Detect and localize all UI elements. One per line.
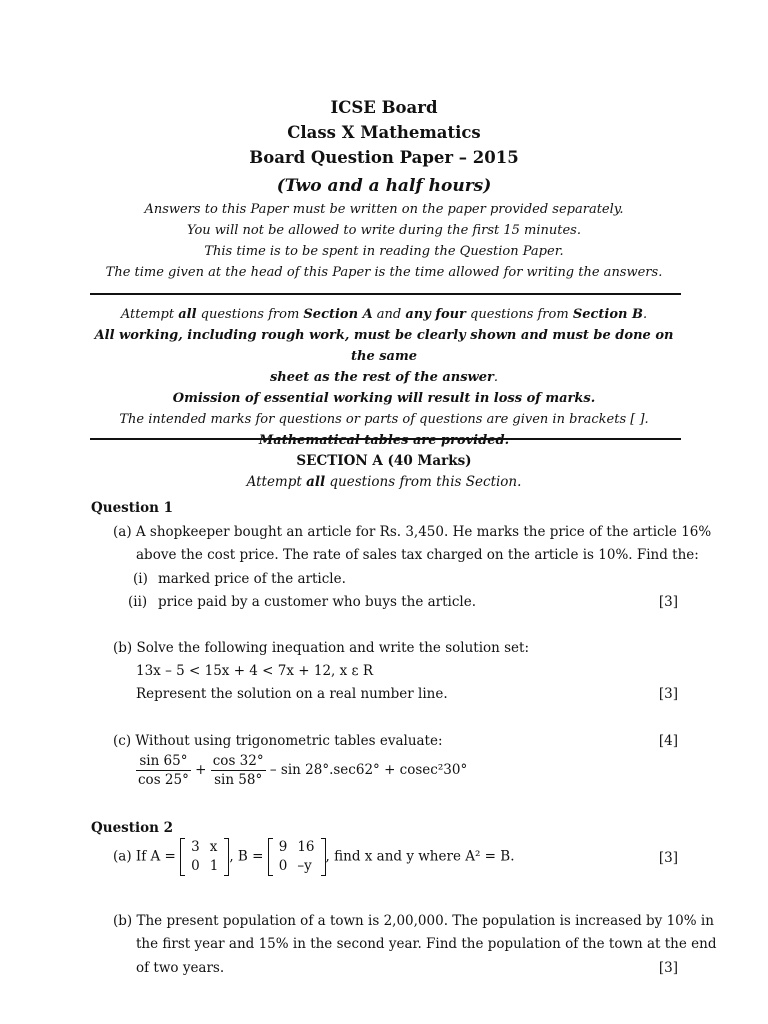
section-a-instruction: Attempt all questions from this Section. bbox=[246, 474, 522, 490]
q1a-ii-number: (ii) bbox=[128, 594, 148, 610]
q1c-marks: [4] bbox=[658, 733, 678, 749]
q2b-line1: (b) The present population of a town is 2,00,000. The population is increased by 10% in bbox=[113, 913, 714, 929]
matrix-a: 3 x 0 1 bbox=[180, 838, 229, 876]
fraction-cos32-sin58: $\frac{\cos 32^\circ}{\sin 58^\circ}$ bbox=[212, 753, 264, 788]
omission-instruction: Omission of essential working will result in loss of marks. bbox=[172, 391, 596, 406]
tables-instruction: Mathematical tables are provided. bbox=[258, 433, 510, 448]
general-instructions bbox=[84, 304, 684, 451]
q2b-marks: [3] bbox=[658, 960, 678, 976]
q1b-line3: Represent the solution on a real number line. bbox=[136, 686, 448, 702]
q2b-line3: of two years. bbox=[136, 960, 225, 976]
matrix-b: 9 16 0 –y bbox=[268, 838, 326, 876]
working-instruction-line2: sheet as the rest of the answer. bbox=[269, 370, 499, 385]
instruction-4: The time given at the head of this Paper is the time allowed for writing the answers. bbox=[105, 265, 663, 280]
q2a-marks: [3] bbox=[658, 850, 678, 866]
q1b-inequation: 13x – 5 < 15x + 4 < 7x + 12, x ε R bbox=[136, 663, 373, 679]
board-title: ICSE Board bbox=[330, 98, 438, 117]
fraction-sin65-cos25: $\frac{\sin 65^\circ}{\cos 25^\circ}$ bbox=[138, 753, 189, 788]
instruction-2: You will not be allowed to write during the first 15 minutes. bbox=[187, 223, 581, 238]
q1a-i-text: marked price of the article. bbox=[158, 571, 346, 587]
q1b-marks: [3] bbox=[658, 686, 678, 702]
q1a-line2: above the cost price. The rate of sales tax charged on the article is 10%. Find the: bbox=[136, 547, 699, 563]
paper-title: Board Question Paper – 2015 bbox=[249, 148, 519, 167]
q1c-line1: (c) Without using trigonometric tables evaluate: bbox=[113, 733, 443, 749]
duration: (Two and a half hours) bbox=[276, 176, 492, 196]
section-a-heading: SECTION A (40 Marks) bbox=[296, 453, 472, 469]
q1c-expression: $\frac{\sin 65^\circ}{\cos 25^\circ}$ + $\frac{\cos 32^\circ}{\sin 58^\circ}$ – sin 28°.sec62° + cosec²30° bbox=[138, 753, 468, 788]
q1a-marks: [3] bbox=[658, 594, 678, 610]
question-1-title: Question 1 bbox=[91, 500, 174, 516]
attempt-instruction: Attempt all questions from Section A and any four questions from Section B. bbox=[120, 307, 648, 322]
q2a-line: (a) If A = 3 x 0 1 , B = 9 16 0 –y , find x and y where A² = B. bbox=[113, 839, 515, 874]
q1a-line1: (a) A shopkeeper bought an article for Rs. 3,450. He marks the price of the article 16% bbox=[113, 524, 712, 540]
marks-instruction: The intended marks for questions or parts of questions are given in brackets [ ]. bbox=[119, 412, 649, 427]
class-title: Class X Mathematics bbox=[287, 123, 481, 142]
instruction-3: This time is to be spent in reading the Question Paper. bbox=[204, 244, 564, 259]
instruction-1: Answers to this Paper must be written on the paper provided separately. bbox=[144, 202, 624, 217]
divider-bottom bbox=[90, 438, 681, 440]
working-instruction-line1: All working, including rough work, must be clearly shown and must be done on the same bbox=[94, 328, 674, 364]
q1a-i-number: (i) bbox=[133, 571, 148, 587]
divider-top bbox=[90, 293, 681, 295]
q1b-line1: (b) Solve the following inequation and write the solution set: bbox=[113, 640, 530, 656]
q1a-ii-text: price paid by a customer who buys the article. bbox=[158, 594, 477, 610]
q2b-line2: the first year and 15% in the second year. Find the population of the town at the end bbox=[136, 936, 717, 952]
question-2-title: Question 2 bbox=[91, 820, 174, 836]
